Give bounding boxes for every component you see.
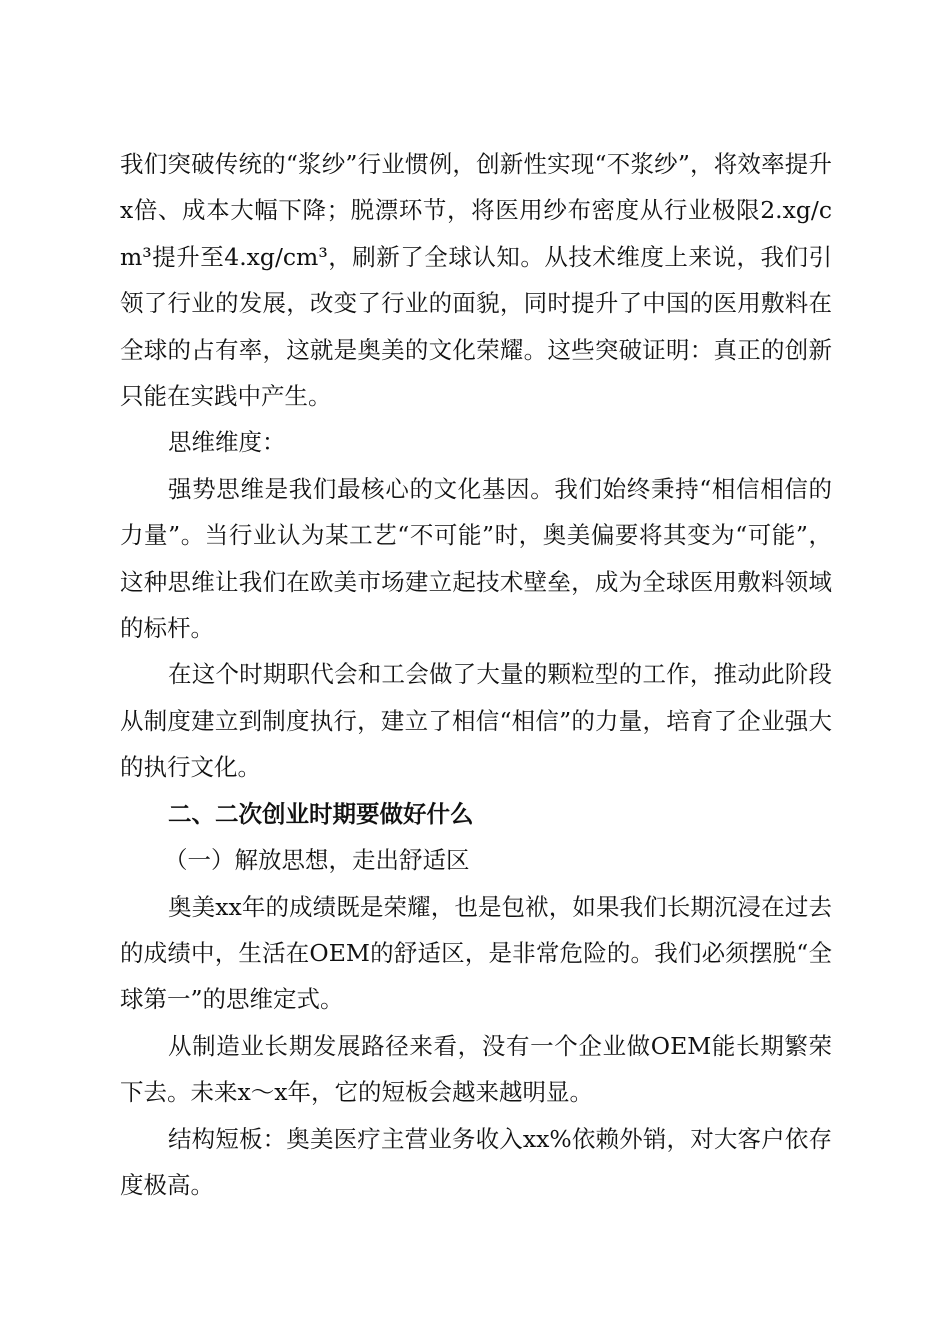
paragraph-oem-path: 从制造业长期发展路径来看，没有一个企业做OEM能长期繁荣下去。未来x～x年，它的短板会越来越明显。 xyxy=(120,1031,832,1107)
paragraph-innovation: 我们突破传统的“浆纱”行业惯例，创新性实现“不浆纱”，将效率提升x倍、成本大幅下降；脱漂环节，将医用纱布密度从行业极限2.xg/cm³提升至4.xg/cm³，刷新了全球认知。从技术维度上来说，我们引领了行业的发展，改变了行业的面貌，同时提升了中国的医用敷料在全球的占有率，这就是奥美的文化荣耀。这些突破证明：真正的创新只能在实践中产生。 xyxy=(120,150,832,411)
paragraph-comfort-zone: 奥美xx年的成绩既是荣耀，也是包袱，如果我们长期沉浸在过去的成绩中，生活在OEM的舒适区，是非常危险的。我们必须摆脱“全球第一”的思维定式。 xyxy=(120,892,832,1014)
paragraph-thinking-dimension-label: 思维维度： xyxy=(168,428,286,457)
paragraph-strong-thinking: 强势思维是我们最核心的文化基因。我们始终秉持“相信相信的力量”。当行业认为某工艺“不可能”时，奥美偏要将其变为“可能”，这种思维让我们在欧美市场建立起技术壁垒，成为全球医用敷料领域的标杆。 xyxy=(120,474,832,643)
subsection-heading: （一）解放思想，走出舒适区 xyxy=(164,846,470,875)
paragraph-structural-weakness: 结构短板：奥美医疗主营业务收入xx%依赖外销，对大客户依存度极高。 xyxy=(120,1124,832,1199)
paragraph-union-work: 在这个时期职代会和工会做了大量的颗粒型的工作，推动此阶段从制度建立到制度执行，建立了相信“相信”的力量，培育了企业强大的执行文化。 xyxy=(120,660,832,782)
section-heading: 二、二次创业时期要做好什么 xyxy=(168,799,474,828)
document-body xyxy=(120,141,832,1208)
